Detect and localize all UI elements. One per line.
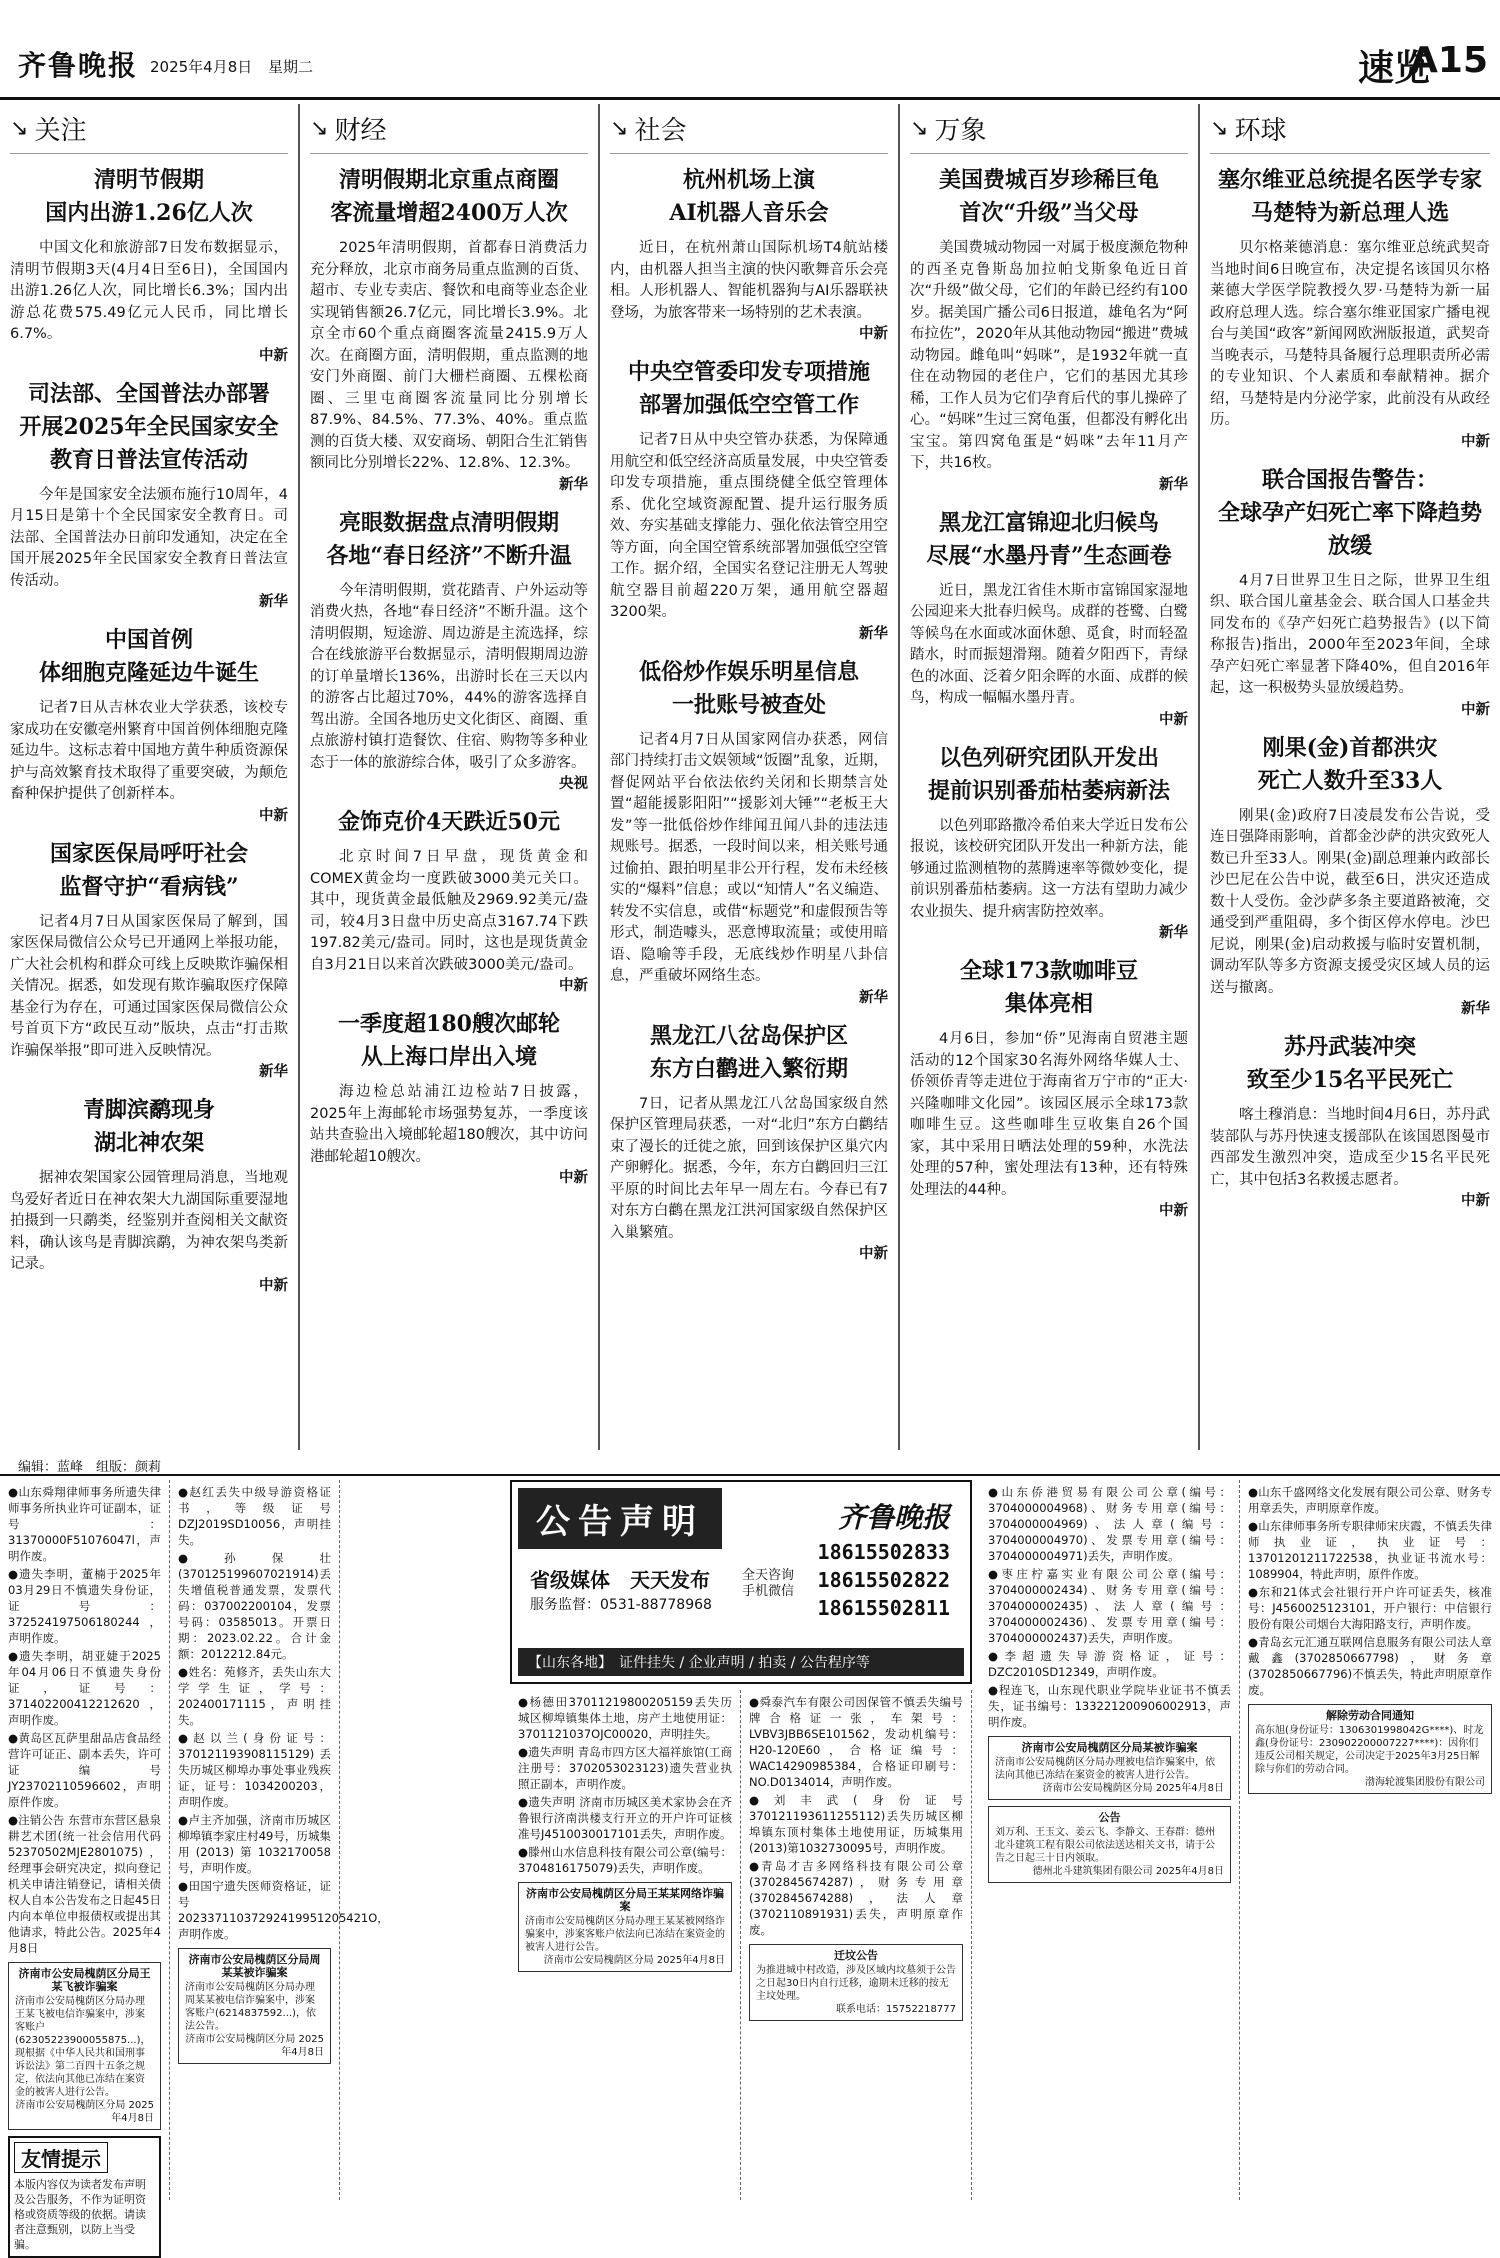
headline-line: 联合国报告警告： xyxy=(1261,466,1438,493)
article-body: 记者4月7日从国家网信办获悉，网信部门持续打击文娱领域“饭圈”乱象，近期，督促网站平台依法依约关闭和长期禁言处置“超能援影阳阳”“援影刘大锤”“老板王大发”等一批低俗炒作绯闻丑闻八卦的违法违规账号。据悉，一段时间以来，相关账号通过偷拍、跟拍明星非公开行程，发布未经核实的“爆料”信息；或以“知情人”名义编造、转发不实信息，或借“标题党”和虚假预告等形式，制造噱头，恶意博取流量；或使用暗语、隐喻等手段，无底线炒作明星八卦信息，严重破坏网络生态。 xyxy=(610,731,888,984)
article-source: 中新 xyxy=(1159,1203,1188,1219)
article-headline xyxy=(910,955,1188,1021)
notice-item: ●山东舜翔律师事务所遗失律师事务所执业许可证副本，证号：31370000F51076047l，声明作废。 xyxy=(8,1485,161,1563)
notice-box-a xyxy=(8,1962,161,2130)
headline-line: 马楚特为新总理人选 xyxy=(1250,200,1449,226)
headline-line: 低俗炒作娱乐明星信息 xyxy=(638,658,859,685)
notice-box-footer: 济南市公安局槐荫区分局 2025年4月8日 xyxy=(1042,1783,1224,1794)
article-source: 新华 xyxy=(859,989,888,1006)
column-title: 环球 xyxy=(1234,116,1287,146)
article-body: 记者4月7日从国家医保局了解到，国家医保局微信公众号已开通网上举报功能，广大社会机构和群众可线上反映欺诈骗保相关情况。据悉，如发现有欺诈骗取医疗保障基金行为存在，可通过国家医保局微信公众号首页下方“政民互动”版块，点击“打击欺诈骗保举报”即可进入反映情况。 xyxy=(10,913,288,1059)
notice-box-title: 济南市公安局槐荫区分局周某某被诈骗案 xyxy=(188,1953,321,1979)
article xyxy=(1210,464,1490,720)
column-header xyxy=(310,104,588,154)
notice-item: ●刘丰武(身份证号370121193611255112)丢失历城区柳埠镇东顶村集体土地使用证，历城集用(2013)第1032730095号，声明作废。 xyxy=(749,1793,963,1855)
article xyxy=(610,656,888,1008)
notice-item: ●黄岛区瓦萨里甜品店食品经营许可证正、副本丢失，许可证编号JY23702110596602，声明原件作废。 xyxy=(8,1731,161,1809)
notice-list xyxy=(8,1484,161,1956)
notice-column-2 xyxy=(170,1480,389,2200)
column-header xyxy=(1210,104,1490,154)
article-source: 央视 xyxy=(559,776,588,792)
headline-line: 尽展“水墨丹青”生态画卷 xyxy=(926,542,1172,569)
notice-item: ●程连飞，山东现代职业学院毕业证书不慎丢失，证书编号：133221200906002913，声明作废。 xyxy=(988,1683,1231,1729)
headline-line: 黑龙江八岔岛保护区 xyxy=(649,1022,848,1049)
notice-column-1 xyxy=(0,1480,170,2251)
notice-column-5 xyxy=(980,1480,1240,2200)
notice-box-footer: 渤海轮渡集团股份有限公司 xyxy=(1365,1777,1485,1788)
notice-box-title: 迁坟公告 xyxy=(834,1949,878,1962)
headline-line: 监督守护“看病钱” xyxy=(59,873,239,900)
article-source: 中新 xyxy=(1461,433,1490,450)
article-headline xyxy=(10,164,288,230)
notice-item: ●孙保壮(370125199607021914)丢失增值税普通发票，发票代码：037002200104，发票号码：03585013。开票日期：2023.02.22。合计金额：2012212.84元。 xyxy=(178,1551,331,1661)
article-body: 近日，在杭州萧山国际机场T4航站楼内，由机器人担当主演的快闪歌舞音乐会亮相。人形机器人、智能机器狗与AI乐器联袂登场，为旅客带来一场特别的艺术表演。 xyxy=(610,240,888,321)
notice-column-6 xyxy=(1240,1480,1500,2200)
notice-box-body: 济南市公安局槐荫区分局办理周某某被电信诈骗案中，涉案客账户(6214837592...)，依法公告。 xyxy=(185,1982,316,2032)
article-source: 中新 xyxy=(259,1277,288,1294)
article-source: 新华 xyxy=(859,625,888,642)
article xyxy=(310,1008,588,1188)
article-body: 记者7日从吉林农业大学获悉，该校专家成功在安徽亳州繁育中国首例体细胞克隆延边牛。这标志着中国地方黄牛种质资源保护与高效繁育技术取得了重要突破，为颠危畜种保护提供了创新样本。 xyxy=(10,700,288,802)
article-headline xyxy=(610,1020,888,1086)
article-headline xyxy=(310,806,588,839)
notice-box-c xyxy=(518,1882,732,1972)
article-headline xyxy=(1210,732,1490,798)
article-headline xyxy=(1210,464,1490,563)
ad-phone: 18615502822 xyxy=(817,1568,950,1592)
article-body: 以色列耶路撒冷希伯来大学近日发布公报说，该校研究团队开发出一种新方法，能够通过监测植物的蒸腾速率等微妙变化，提前识别番茄枯萎病。这一方法有望助力减少农业损失、提升病害防控效率。 xyxy=(910,817,1188,920)
notice-box-d xyxy=(749,1944,963,2021)
page-number: A15 xyxy=(1410,40,1488,81)
ad-slogan: 省级媒体 天天发布 xyxy=(530,1568,710,1592)
headline-line: 青脚滨鹬现身 xyxy=(82,1097,215,1123)
article-source: 中新 xyxy=(259,807,288,824)
notice-item: ●注销公告 东营市东营区悬泉耕艺术团(统一社会信用代码52370502MJE2801075)，经理事会研究决定，拟向登记机关申请注销登记，请相关债权人自本公告发布之日起45日内向本单位申报债权或提出其他请求，特此公告。2025年4月8日 xyxy=(8,1813,161,1955)
article-source: 新华 xyxy=(1159,925,1188,941)
tips-title: 友情提示 xyxy=(14,2142,108,2173)
article-headline xyxy=(610,164,888,230)
ad-title: 公告声明 xyxy=(518,1488,722,1549)
article-body: 2025年清明假期，首都春日消费活力充分释放，北京市商务局重点监测的百货、超市、专业专卖店、餐饮和电商等业态企业实现销售额26.7亿元，同比增长3.9%。北京全市60个重点商圈客流量2415.9万人次。在商圈方面，清明假期，重点监测的地安门外商圈、前门大栅栏商圈、五棵松商圈、三里屯商圈客流量同比分别增长87.9%、84.5%、77.3%、40%。重点监测的百货大楼、双安商场、朝阳合生汇销售额同比分别增长22%、12.8%、12.3%。 xyxy=(310,240,588,471)
ad-service-bar: 【山东各地】 证件挂失 / 企业声明 / 拍卖 / 公告程序等 xyxy=(518,1648,964,1676)
article-body: 海边检总站浦江边检站7日披露，2025年上海邮轮市场强势复苏，一季度该站共查验出入境邮轮超180艘次，其中访问港邮轮超10艘次。 xyxy=(310,1084,588,1165)
notice-item: ●田国宁遗失医师资格证，证号20233711037292419951205421O，声明作废。 xyxy=(178,1879,389,1941)
notice-item: ●青岛才吉多网络科技有限公司公章(3702845674287)，财务专用章(3702845674288)，法人章(3702110891931)丢失，声明原章作废。 xyxy=(749,1859,963,1937)
notice-box-b xyxy=(178,1948,331,2064)
headline-line: 部署加强低空空管工作 xyxy=(638,392,859,418)
article-source: 中新 xyxy=(859,326,888,342)
notice-box-footer: 联系电话：15752218777 xyxy=(836,2004,956,2015)
notice-item: ●枣庄柠嘉实业有限公司公章(编号：3704000002434)、财务专用章(编号：3704000002435)、法人章(编号：3704000002436)、发票专用章(编号：3704000002437)丢失，声明作废。 xyxy=(988,1567,1231,1645)
headline-line: 集体亮相 xyxy=(1004,991,1093,1017)
article xyxy=(1210,732,1490,1020)
headline-line: 全球173款咖啡豆 xyxy=(960,958,1138,984)
headline-line: 湖北神农架 xyxy=(93,1130,204,1156)
ad-phones xyxy=(818,1538,950,1622)
article-body: 今年是国家安全法颁布施行10周年，4月15日是第十个全民国家安全教育日。司法部、全国普法办日前印发通知，决定在全国开展2025年全民国家安全教育日普法宣传活动。 xyxy=(10,486,288,589)
notice-box-g xyxy=(1248,1704,1492,1794)
arrow-icon: ↘ xyxy=(610,116,629,141)
notice-item: ●东和21体式会社银行开户许可证丢失，核准号：J4560025123101，开户银行：中信银行股份有限公司烟台大海阳路支行，声明作废。 xyxy=(1248,1585,1492,1631)
notice-column-spacer xyxy=(340,1480,510,2200)
headline-line: 美国费城百岁珍稀巨龟 xyxy=(938,167,1159,193)
notice-item: ●山东律师事务所专职律师宋庆霞，不慎丢失律师执业证，执业证号：13701201211722538，执业证书流水号：1089904，特此声明，原件作废。 xyxy=(1248,1519,1492,1581)
column-title: 万象 xyxy=(934,116,987,146)
notice-list xyxy=(988,1484,1231,1730)
announcement-ad xyxy=(510,1480,972,1684)
article-headline xyxy=(910,164,1188,230)
headline-line: 首次“升级”当父母 xyxy=(959,200,1139,226)
article xyxy=(910,955,1188,1221)
notice-item: ●遗失李明，胡亚婕于2025年04月06日不慎遗失身份证，证号：371402200412212620，声明作废。 xyxy=(8,1649,161,1727)
notice-item: ●杨德田37011219800205159丢失历城区柳埠镇集体土地，房产土地使用证：3701121037OJC00020，声明挂失。 xyxy=(518,1695,732,1741)
headline-line: 提前识别番茄枯萎病新法 xyxy=(927,777,1170,804)
headline-line: 司法部、全国普法办部署 xyxy=(27,380,270,407)
headline-line: 中国首例 xyxy=(104,627,193,653)
headline-line: 体细胞克隆延边牛诞生 xyxy=(38,660,259,686)
article-headline xyxy=(910,742,1188,808)
notice-column-4 xyxy=(741,1690,972,2200)
ad-phone-label: 全天咨询 手机微信 xyxy=(742,1568,795,1599)
page-header xyxy=(0,0,1500,100)
article-headline xyxy=(10,624,288,690)
section-name: 速览 xyxy=(1357,48,1430,89)
article xyxy=(1210,164,1490,452)
headline-line: 死亡人数升至33人 xyxy=(1257,767,1443,794)
notice-item: ●滕州山水信息科技有限公司公章(编号：3704816175079)丢失，声明作废。 xyxy=(518,1845,732,1875)
notice-item: ●山东千盛网络文化发展有限公司公章、财务专用章丢失，声明原章作废。 xyxy=(1248,1485,1492,1515)
column-0 xyxy=(0,104,300,1450)
column-title: 社会 xyxy=(634,116,687,146)
notice-box-e xyxy=(988,1736,1231,1800)
article-headline xyxy=(310,164,588,230)
column-2 xyxy=(600,104,900,1450)
headline-line: 苏丹武装冲突 xyxy=(1283,1034,1416,1060)
article-source: 新华 xyxy=(1159,476,1188,493)
column-title: 财经 xyxy=(334,116,387,146)
notice-box-title: 济南市公安局槐荫区分局某被诈骗案 xyxy=(1021,1741,1198,1754)
article-headline xyxy=(10,1094,288,1160)
notice-list xyxy=(518,1694,732,1876)
article-body: 中国文化和旅游部7日发布数据显示，清明节假期3天(4月4日至6日)，全国国内出游1.26亿人次，同比增长6.3%；国内出游总花费575.49亿元人民币，同比增长6.7%。 xyxy=(10,240,288,342)
ad-phone: 18615502833 xyxy=(817,1540,950,1564)
arrow-icon: ↘ xyxy=(1210,116,1229,141)
article xyxy=(10,164,288,366)
headline-line: 全球孕产妇死亡率下降趋势放缓 xyxy=(1217,499,1482,559)
column-header xyxy=(910,104,1188,154)
headline-line: 塞尔维亚总统提名医学专家 xyxy=(1217,167,1482,193)
issue-date: 2025年4月8日 xyxy=(150,58,253,76)
headline-line: 从上海口岸出入境 xyxy=(360,1044,537,1070)
headline-line: 杭州机场上演 xyxy=(682,167,815,193)
headline-line: 亮眼数据盘点清明假期 xyxy=(338,509,559,536)
column-header xyxy=(10,104,288,154)
notice-column-3 xyxy=(510,1690,741,2200)
notice-item: ●遗失声明 济南市历城区美术家协会在齐鲁银行济南洪楼支行开立的开户许可证核准号J4510030017101丢失，声明作废。 xyxy=(518,1795,732,1841)
notice-box-body: 高东旭(身份证号：1306301998042G****)、时龙鑫(身份证号：230902200007227****)：因你们违反公司相关规定，公司决定于2025年3月25日解除与你们的劳动合同。 xyxy=(1255,1725,1484,1775)
article-source: 中新 xyxy=(1461,701,1490,718)
article-headline xyxy=(610,356,888,422)
column-1 xyxy=(300,104,600,1450)
column-3 xyxy=(900,104,1200,1450)
notice-box-title: 济南市公安局槐荫区分局王某飞被诈骗案 xyxy=(18,1967,151,1993)
notice-box-title: 解除劳动合同通知 xyxy=(1326,1709,1414,1722)
notice-box-body: 济南市公安局槐荫区分局办理王某某被网络诈骗案中，涉案客账户依法向已冻结在案资金的被害人进行公告。 xyxy=(525,1916,725,1953)
arrow-icon: ↘ xyxy=(310,116,329,141)
article xyxy=(10,624,288,826)
headline-line: 刚果(金)首都洪灾 xyxy=(1262,734,1438,761)
article-headline xyxy=(910,507,1188,573)
notice-item: ●赵红丢失中级导游资格证书，等级证号DZJ2019SD10056，声明挂失。 xyxy=(178,1485,331,1547)
article-body: 刚果(金)政府7日凌晨发布公告说，受连日强降雨影响，首都金沙萨的洪灾致死人数已升至33人。刚果(金)副总理兼内政部长沙巴尼在公告中说，截至6日，洪灾还造成数十人受伤。金沙萨多条主要道路被淹，交通受到严重阻碍，多个街区停水停电。沙巴尼说，刚果(金)启动救援与临时安置机制，调动军队等多方资源支援受灾区域人员的运送与撤离。 xyxy=(1210,807,1490,996)
article xyxy=(610,164,888,344)
masthead-logo: 齐鲁晚报 xyxy=(18,49,139,82)
article-headline xyxy=(1210,1031,1490,1097)
headline-line: 一季度超180艘次邮轮 xyxy=(338,1011,560,1037)
arrow-icon: ↘ xyxy=(10,116,29,141)
notice-item: ●山东侨港贸易有限公司公章(编号：3704000004968)、财务专用章(编号：3704000004969)、法人章(编号：3704000004970)、发票专用章(编号：3704000004971)丢失，声明作废。 xyxy=(988,1485,1231,1563)
article-body: 近日，黑龙江省佳木斯市富锦国家湿地公园迎来大批春归候鸟。成群的苍鹭、白鹭等候鸟在水面或冰面休憩、觅食，时而轻盈踏水，时而振翅滑翔。随着夕阳西下，青绿色的冰面、泛着夕阳余晖的水面、成群的候鸟，构成一幅幅水墨丹青。 xyxy=(910,582,1188,706)
ad-hotline: 服务监督：0531-88778968 xyxy=(530,1597,712,1613)
notice-list xyxy=(1248,1484,1492,1698)
article-headline xyxy=(1210,164,1490,230)
headline-line: 清明节假期 xyxy=(93,167,204,193)
headline-line: 以色列研究团队开发出 xyxy=(938,744,1159,771)
headline-line: 客流量增超2400万人次 xyxy=(330,200,568,226)
article-headline xyxy=(10,838,288,904)
headline-line: AI机器人音乐会 xyxy=(669,200,829,226)
ad-logo: 齐鲁晚报 xyxy=(837,1501,950,1534)
column-4 xyxy=(1200,104,1500,1450)
article xyxy=(910,742,1188,944)
article-source: 中新 xyxy=(559,1170,588,1186)
headline-line: 东方白鹳进入繁衍期 xyxy=(649,1055,848,1082)
friendly-tips-box xyxy=(8,2136,161,2258)
article-source: 新华 xyxy=(1461,1001,1490,1017)
notice-box-footer: 济南市公安局槐荫区分局 2025年4月8日 xyxy=(15,2100,154,2124)
notice-item: ●舜泰汽车有限公司因保管不慎丢失编号牌合格证一张，车架号：LVBV3JBB6SE101562，发动机编号：H20-120E60，合格证编号：WAC14290985384，合格证印刷号：NO.D0134014，声明作废。 xyxy=(749,1695,963,1789)
notice-item: ●李超遗失导游资格证，证号：DZC2010SD12349，声明作废。 xyxy=(988,1649,1231,1679)
article-body: 美国费城动物园一对属于极度濒危物种的西圣克鲁斯岛加拉帕戈斯象龟近日首次“升级”做父母，它们的年龄已经约有100岁。据美国广播公司6日报道，雄龟名为“阿布拉佐”，2020年从其他动物园“搬进”费城动物园。雌龟叫“妈咪”，是1932年就一直住在动物园的老住户，它们的基因尤其珍稀，工作人员为它们孕育后代的事儿操碎了心。“妈咪”生过三窝龟蛋，但都没有孵化出宝宝。第四窝龟蛋是“妈咪”去年11月产下，共16枚。 xyxy=(910,240,1188,471)
article-headline xyxy=(310,507,588,573)
article-source: 中新 xyxy=(259,347,288,364)
article-source: 中新 xyxy=(1159,711,1188,728)
ad-phone: 18615502811 xyxy=(817,1596,950,1620)
notice-item: ●青岛玄元汇通互联网信息服务有限公司法人章戴鑫(3702850667798)，财务章(3702850667796)不慎丢失，特此声明原章作废。 xyxy=(1248,1635,1492,1697)
article-source: 中新 xyxy=(559,978,588,994)
article-headline xyxy=(610,656,888,722)
article-body: 记者7日从中央空管办获悉，为保障通用航空和低空经济高质量发展，中央空管委印发专项措施，重点围绕健全低空管理体系、优化空域资源配置、提升运行服务质效、夯实基础支撑能力、强化依法管空用空等方面，向全国空管系统部署加强低空空管工作。据介绍，全国实名登记注册无人驾驶航空器目前超220万架，通用航空器超3200架。 xyxy=(610,432,888,620)
article xyxy=(910,164,1188,495)
article-body: 今年清明假期，赏花踏青、户外运动等消费火热，各地“春日经济”不断升温。这个清明假期，短途游、周边游是主流选择，综合在线旅游平台数据显示，清明假期周边游的订单量增长136%，出游时长在三天以内的游客占比超过70%，44%的游客选择自驾出游。全国各地历史文化街区、商圈、重点旅游村镇打造餐饮、住宿、购物等多种业态于一体的旅游综合体，吸引了众多游客。 xyxy=(310,582,588,771)
headline-line: 致至少15名平民死亡 xyxy=(1246,1067,1454,1093)
notice-item: ●赵以兰(身份证号：370121193908115129)丢失历城区柳埠办事处事业残疾证，证号：1034200203，声明作废。 xyxy=(178,1731,331,1809)
article-body: 4月7日世界卫生日之际，世界卫生组织、联合国儿童基金会、联合国人口基金共同发布的《孕产妇死亡趋势报告》(以下简称报告)指出，2000年至2023年间，全球孕产妇死亡率显著下降40%，但自2016年起，这一积极势头显放缓趋势。 xyxy=(1210,572,1490,696)
article xyxy=(1210,1031,1490,1211)
headline-line: 一批账号被查处 xyxy=(671,691,826,718)
notice-item: ●遗失李明，董楠于2025年03月29日不慎遗失身份证，证号：372524197506180244，声明作废。 xyxy=(8,1567,161,1645)
article xyxy=(310,164,588,495)
article xyxy=(310,507,588,795)
article-source: 中新 xyxy=(1461,1193,1490,1209)
notices-area xyxy=(0,1480,1500,2251)
article-source: 新华 xyxy=(259,1064,288,1080)
notice-box-footer: 济南市公安局槐荫区分局 2025年4月8日 xyxy=(185,2034,324,2058)
notice-box-f xyxy=(988,1806,1231,1883)
article-body: 北京时间7日早盘，现货黄金和COMEX黄金均一度跌破3000美元关口。其中，现货黄金最低触及2969.92美元/盎司，较4月3日盘中历史高点3167.74下跌197.82美元/盎司。同时，这也是现货黄金自3月21日以来首次跌破3000美元/盎司。 xyxy=(310,849,588,973)
notice-box-body: 为推进城中村改造，涉及区域内坟墓须于公告之日起30日内自行迁移，逾期未迁移的按无主坟处理。 xyxy=(756,1965,956,2002)
article-body: 7日，记者从黑龙江八岔岛国家级自然保护区管理局获悉，一对“北归”东方白鹳结束了漫长的迁徙之旅，回到该保护区巢穴内产卵孵化。据悉，今年，东方白鹳回归三江平原的时间比去年早一周左右。今春已有7对东方白鹳在黑龙江洪河国家级自然保护区入巢繁殖。 xyxy=(610,1095,888,1241)
column-header xyxy=(610,104,888,154)
headline-line: 金饰克价4天跌近50元 xyxy=(338,809,560,835)
article xyxy=(910,507,1188,730)
issue-weekday: 星期二 xyxy=(268,58,314,76)
headline-line: 各地“春日经济”不断升温 xyxy=(326,542,572,569)
article xyxy=(10,838,288,1083)
notice-box-body: 济南市公安局槐荫区分局办理被电信诈骗案中，依法向其他已冻结在案资金的被害人进行公告。 xyxy=(995,1757,1215,1781)
notice-list xyxy=(178,1484,389,1942)
notice-list xyxy=(749,1694,963,1938)
article xyxy=(310,806,588,996)
article xyxy=(610,1020,888,1265)
article xyxy=(10,378,288,613)
headline-line: 中央空管委印发专项措施 xyxy=(627,359,870,385)
arrow-icon: ↘ xyxy=(910,116,929,141)
article-headline xyxy=(10,378,288,477)
article-source: 中新 xyxy=(859,1246,888,1262)
article-body: 据神农架国家公园管理局消息，当地观鸟爱好者近日在神农架大九湖国际重要湿地拍摄到一只鹬类，经鉴别并查阅相关文献资料，确认该鸟是青脚滨鹬，为神农架鸟类新记录。 xyxy=(10,1170,288,1272)
notice-item: ●卢主齐加强，济南市历城区柳埠镇李家庄村49号，历城集用(2013)第1032170058号，声明作废。 xyxy=(178,1813,331,1875)
notice-item: ●遗失声明 青岛市四方区大福祥旅馆(工商注册号：3702053023123)遗失营业执照正副本，声明作废。 xyxy=(518,1745,732,1791)
column-title: 关注 xyxy=(34,116,87,146)
article xyxy=(10,1094,288,1296)
article-body: 贝尔格莱德消息：塞尔维亚总统武契奇当地时间6日晚宣布，决定提名该国贝尔格莱德大学医学院教授久罗·马楚特为新一届政府总理人选。综合塞尔维亚国家广播电视台与美国“政客”新闻网欧洲版报道，武契奇当晚表示，马楚特具备履行总理职责所必需的专业知识、个人素质和奉献精神。据介绍，马楚特是内分泌学家，此前没有从政经历。 xyxy=(1210,240,1490,428)
divider xyxy=(0,1474,1500,1476)
notice-box-body: 济南市公安局槐荫区分局办理王某飞被电信诈骗案中，涉案客账户(62305223900055875...)，现根据《中华人民共和国刑事诉讼法》第二百四十五条之规定，依法向其他已冻结在案资金的被害人进行公告。 xyxy=(15,1996,151,2098)
headline-line: 清明假期北京重点商圈 xyxy=(338,167,559,193)
editors-credit: 编辑：蓝峰 组版：颜莉 xyxy=(18,1460,162,1475)
notice-box-title: 公告 xyxy=(1098,1811,1121,1824)
article-body: 喀土穆消息：当地时间4月6日，苏丹武装部队与苏丹快速支援部队在该国恩图曼市西部发生激烈冲突，造成至少15名平民死亡，其中包括3名救援志愿者。 xyxy=(1210,1107,1490,1188)
article-source: 新华 xyxy=(259,594,288,610)
headline-line: 国内出游1.26亿人次 xyxy=(45,200,253,226)
tips-body: 本版内容仅为读者发布声明及公告服务，不作为证明资格或资质等级的依据。请读者注意甄别，以防上当受骗。 xyxy=(14,2178,146,2251)
article xyxy=(610,356,888,644)
article-headline xyxy=(310,1008,588,1074)
notice-box-footer: 德州北斗建筑集团有限公司 2025年4月8日 xyxy=(1032,1866,1224,1877)
article-body: 4月6日，参加“侨”见海南自贸港主题活动的12个国家30名海外网络华媒人士、侨领侨青等走进位于海南省万宁市的“正大·兴隆咖啡文化园”。该园区展示全球173款咖啡生豆。这些咖啡生豆收集自26个国家，其中采用日晒法处理的59种，水洗法处理的57种，蜜处理法有13种，还有特殊处理法的44种。 xyxy=(910,1031,1188,1198)
notice-box-footer: 济南市公安局槐荫区分局 2025年4月8日 xyxy=(543,1955,725,1966)
headline-line: 开展2025年全民国家安全教育日普法宣传活动 xyxy=(19,413,279,473)
notice-item: ●姓名：苑修齐，丢失山东大学学生证，学号：202400171115，声明挂失。 xyxy=(178,1665,331,1727)
headline-line: 国家医保局呼吁社会 xyxy=(49,840,248,867)
notice-box-body: 刘万利、王玉文、姜云飞、李静文、王春群：德州北斗建筑工程有限公司依法送达相关文书，请于公告之日起三十日内领取。 xyxy=(995,1827,1215,1864)
notice-box-title: 济南市公安局槐荫区分局王某某网络诈骗案 xyxy=(526,1887,724,1913)
headline-line: 黑龙江富锦迎北归候鸟 xyxy=(938,509,1159,536)
article-source: 新华 xyxy=(559,476,588,493)
